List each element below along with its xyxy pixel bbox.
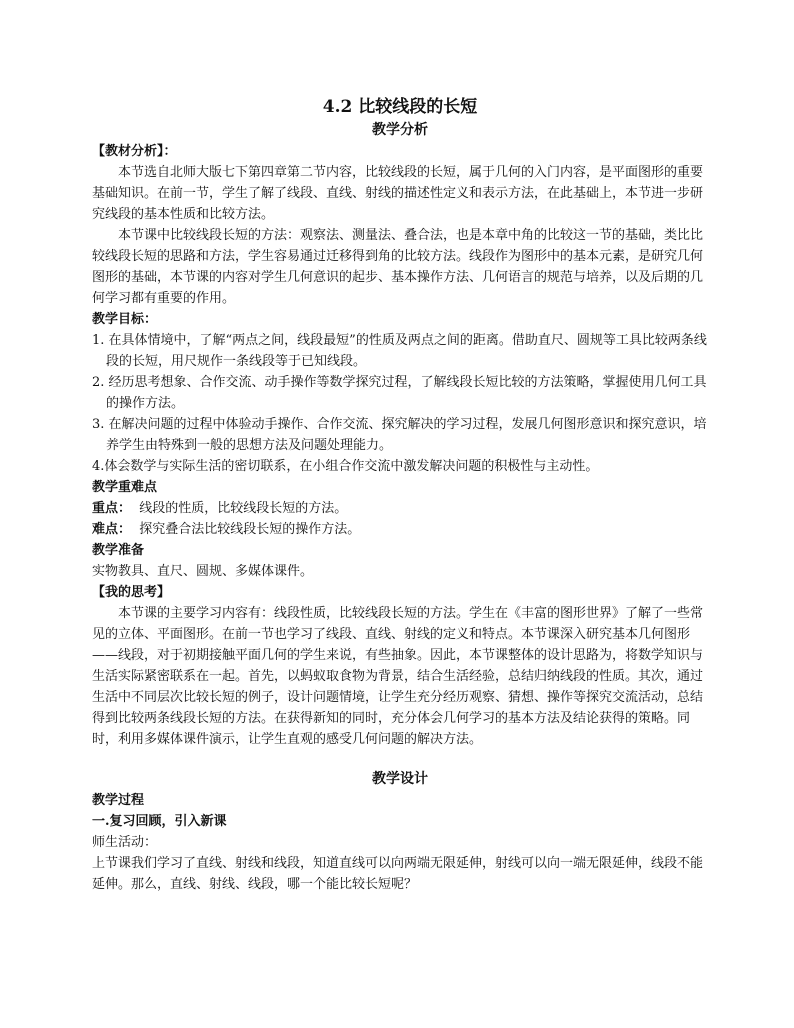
goal-item-2: 2. 经历思考想象、合作交流、动手操作等数学探究过程，了解线段长短比较的方法策略，掌握使用几何工具的操作方法。 [92,375,707,411]
analysis-header: 【教材分析】： [92,144,177,159]
process-header: 教学过程 [92,793,145,808]
key-point-row [92,498,708,519]
goals-header: 教学目标： [92,312,158,327]
difficult-point-text: 探究叠合法比较线段长短的操作方法。 [139,522,361,537]
section1-header: 一.复习回顾，引入新课 [92,814,227,829]
teacher-activity-label: 师生活动： [92,835,158,850]
prep-header: 教学准备 [92,543,145,558]
prep-text: 实物教具、直尺、圆规、多媒体课件。 [92,564,314,579]
difficult-point-label: 难点： [92,522,132,537]
key-point-text: 线段的性质，比较线段长短的方法。 [139,501,348,516]
goal-item-4: 4.体会数学与实际生活的密切联系，在小组合作交流中激发解决问题的积极性与主动性。 [92,459,599,474]
goal-item-1: 1. 在具体情境中，了解“两点之间，线段最短”的性质及两点之间的距离。借助直尺、圆规等工具比较两条线段的长短，用尺规作一条线段等于已知线段。 [92,333,707,369]
section-title-design: 教学设计 [372,771,428,787]
keypoints-header: 教学重难点 [92,480,158,495]
thinking-header: 【我的思考】 [92,585,171,600]
section-spacer [92,750,708,768]
analysis-paragraph-1: 本节选自北师大版七下第四章第二节内容，比较线段的长短，属于几何的入门内容，是平面图形的重要基础知识。在前一节，学生了解了线段、直线、射线的描述性定义和表示方法，在此基础上，本节进一步研究线段的基本性质和比较方法。 [92,165,704,222]
document-title: 4.2 比较线段的长短 [322,97,478,117]
goal-item-3: 3. 在解决问题的过程中体验动手操作、合作交流、探究解决的学习过程，发展几何图形意识和探究意识，培养学生由特殊到一般的思想方法及问题处理能力。 [92,417,707,453]
key-point-label: 重点： [92,501,132,516]
difficult-point-row [92,519,708,540]
section-title-analysis: 教学分析 [372,122,428,138]
document-page [92,95,708,895]
thinking-paragraph: 本节课的主要学习内容有：线段性质，比较线段长短的方法。学生在《丰富的图形世界》了解了一些常见的立体、平面图形。在前一节也学习了线段、直线、射线的定义和特点。本节课深入研究基本几何图形——线段，对于初期接触平面几何的学生来说，有些抽象。因此，本节课整体的设计思路为，将数学知识与生活实际紧密联系在一起。首先，以蚂蚁取食物为背景，结合生活经验，总结归纳线段的性质。其次，通过生活中不同层次比较长短的例子，设计问题情境，让学生充分经历观察、猜想、操作等探究交流活动，总结得到比较两条线段长短的方法。在获得新知的同时，充分体会几何学习的基本方法及结论获得的策略。同时，利用多媒体课件演示，让学生直观的感受几何问题的解决方法。 [92,606,704,747]
analysis-paragraph-2: 本节课中比较线段长短的方法：观察法、测量法、叠合法，也是本章中角的比较这一节的基础，类比比较线段长短的思路和方法，学生容易通过迁移得到角的比较方法。线段作为图形中的基本元素，是研究几何图形的基础，本节课的内容对学生几何意识的起步、基本操作方法、几何语言的规范与培养，以及后期的几何学习都有重要的作用。 [92,228,704,306]
teacher-activity-text: 上节课我们学习了直线、射线和线段，知道直线可以向两端无限延伸，射线可以向一端无限延伸，线段不能延伸。那么，直线、射线、线段，哪一个能比较长短呢？ [92,856,704,892]
